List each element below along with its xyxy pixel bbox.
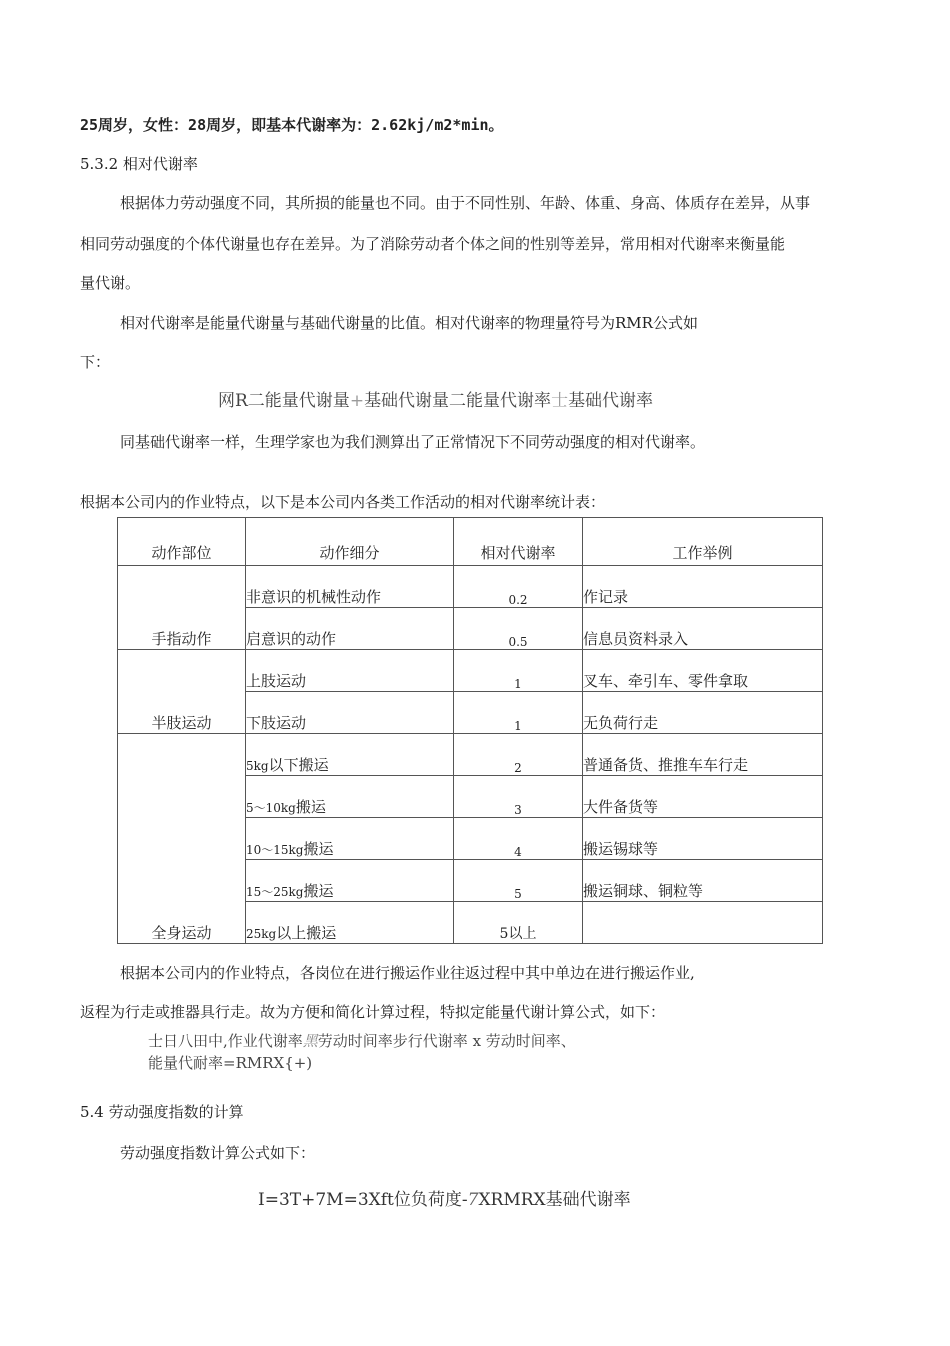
group-part: 全身运动 bbox=[118, 734, 246, 944]
index-formula-part3: XRMRX bbox=[478, 1190, 546, 1210]
header-example: 工作举例 bbox=[583, 518, 823, 566]
row-detail-weight: 10〜15kg bbox=[246, 843, 304, 857]
row-detail bbox=[246, 818, 454, 860]
rmr-paragraph-line-2: 相同劳动强度的个体代谢量也存在差异。为了消除劳动者个体之间的性别等差异，常用相对代谢率来衡量能 bbox=[80, 235, 786, 253]
header-detail: 动作细分 bbox=[246, 518, 454, 566]
table-row bbox=[118, 650, 823, 692]
heading-5-4: 5.4 劳动强度指数的计算 bbox=[80, 1103, 244, 1121]
index-formula-part2: 位负荷度- bbox=[393, 1190, 468, 1210]
rmr-paragraph-line-3: 量代谢。 bbox=[80, 274, 141, 292]
index-formula-ital: 7 bbox=[467, 1190, 479, 1210]
rmr-formula bbox=[218, 391, 653, 411]
definition-line-2: 下： bbox=[80, 353, 111, 371]
row-example: 信息员资料录入 bbox=[583, 608, 823, 650]
row-detail-text: 以上搬运 bbox=[276, 924, 337, 942]
index-formula-part4: 基础代谢率 bbox=[545, 1190, 631, 1210]
row-detail-text: 搬运 bbox=[303, 882, 334, 900]
rmr-formula-div: 士 bbox=[551, 391, 569, 411]
row-example: 搬运铜球、铜粒等 bbox=[583, 860, 823, 902]
row-detail-text: 搬运 bbox=[303, 840, 334, 858]
row-detail: 非意识的机械性动作 bbox=[246, 566, 454, 608]
row-rmr: 4 bbox=[454, 818, 583, 860]
row-rmr: 2 bbox=[454, 734, 583, 776]
definition-line-1: 相对代谢率是能量代谢量与基础代谢量的比值。相对代谢率的物理量符号为RMR公式如 bbox=[120, 314, 698, 332]
row-detail: 上肢运动 bbox=[246, 650, 454, 692]
row-example bbox=[583, 902, 823, 944]
row-detail: 启意识的动作 bbox=[246, 608, 454, 650]
row-rmr: 5以上 bbox=[454, 902, 583, 944]
header-rmr: 相对代谢率 bbox=[454, 518, 583, 566]
rmr-formula-part3: 基础代谢率 bbox=[568, 391, 654, 411]
energy-formula-line-2: 能量代耐率=RMRX{+) bbox=[148, 1054, 313, 1072]
index-formula-part1: I=3T+7M=3Xft bbox=[258, 1190, 394, 1210]
row-detail-weight: 15〜25kg bbox=[246, 885, 304, 899]
row-detail bbox=[246, 860, 454, 902]
row-rmr: 3 bbox=[454, 776, 583, 818]
row-rmr: 1 bbox=[454, 650, 583, 692]
row-detail-weight: 5kg bbox=[246, 759, 269, 773]
same-as-bmr-text: 同基础代谢率一样，生理学家也为我们测算出了正常情况下不同劳动强度的相对代谢率。 bbox=[120, 433, 706, 451]
energy-formula-line-1 bbox=[148, 1031, 576, 1051]
index-formula bbox=[258, 1190, 631, 1210]
group-part: 手指动作 bbox=[118, 566, 246, 650]
table-row bbox=[118, 566, 823, 608]
index-intro-text: 劳动强度指数计算公式如下： bbox=[120, 1144, 316, 1162]
table-header-row bbox=[118, 518, 823, 566]
row-example: 普通备货、推推车车行走 bbox=[583, 734, 823, 776]
after-table-line-2: 返程为行走或推器具行走。故为方便和简化计算过程，特拟定能量代谢计算公式，如下： bbox=[80, 1003, 666, 1021]
row-example: 作记录 bbox=[583, 566, 823, 608]
row-rmr: 1 bbox=[454, 692, 583, 734]
energy-formula-1b: 劳动时间率步行代谢率 x 劳动时间率、 bbox=[317, 1032, 576, 1050]
rmr-formula-plus: + bbox=[349, 391, 365, 411]
rmr-stats-table bbox=[117, 517, 823, 944]
row-example: 叉车、牵引车、零件拿取 bbox=[583, 650, 823, 692]
group-part: 半肢运动 bbox=[118, 650, 246, 734]
row-rmr: 0.5 bbox=[454, 608, 583, 650]
row-example: 无负荷行走 bbox=[583, 692, 823, 734]
table-row bbox=[118, 734, 823, 776]
row-example: 搬运锡球等 bbox=[583, 818, 823, 860]
rmr-formula-part2: 基础代谢量二能量代谢率 bbox=[364, 391, 552, 411]
row-detail-text: 搬运 bbox=[295, 798, 326, 816]
energy-formula-1a: 士日八田中,作业代谢率 bbox=[148, 1032, 303, 1050]
rmr-paragraph-line-1: 根据体力劳动强度不同，其所损的能量也不同。由于不同性别、年龄、体重、身高、体质存在差异，从事 bbox=[120, 194, 811, 212]
rmr-formula-part1: 网R二能量代谢量 bbox=[218, 391, 350, 411]
energy-formula-1-ital: 黑 bbox=[302, 1032, 318, 1050]
intro-text: 25周岁，女性：28周岁，即基本代谢率为：2.62kj/m2*min。 bbox=[80, 116, 504, 134]
table-intro-text: 根据本公司内的作业特点，以下是本公司内各类工作活动的相对代谢率统计表： bbox=[80, 493, 606, 511]
row-detail bbox=[246, 734, 454, 776]
row-rmr: 0.2 bbox=[454, 566, 583, 608]
row-detail: 下肢运动 bbox=[246, 692, 454, 734]
row-detail-text: 以下搬运 bbox=[268, 756, 329, 774]
row-detail-weight: 25kg bbox=[246, 927, 277, 941]
header-part: 动作部位 bbox=[118, 518, 246, 566]
row-detail-weight: 5〜10kg bbox=[246, 801, 296, 815]
row-example: 大件备货等 bbox=[583, 776, 823, 818]
row-detail bbox=[246, 902, 454, 944]
heading-5-3-2: 5.3.2 相对代谢率 bbox=[80, 155, 198, 173]
row-detail bbox=[246, 776, 454, 818]
row-rmr: 5 bbox=[454, 860, 583, 902]
after-table-line-1: 根据本公司内的作业特点，各岗位在进行搬运作业往返过程中其中单边在进行搬运作业, bbox=[120, 964, 695, 982]
